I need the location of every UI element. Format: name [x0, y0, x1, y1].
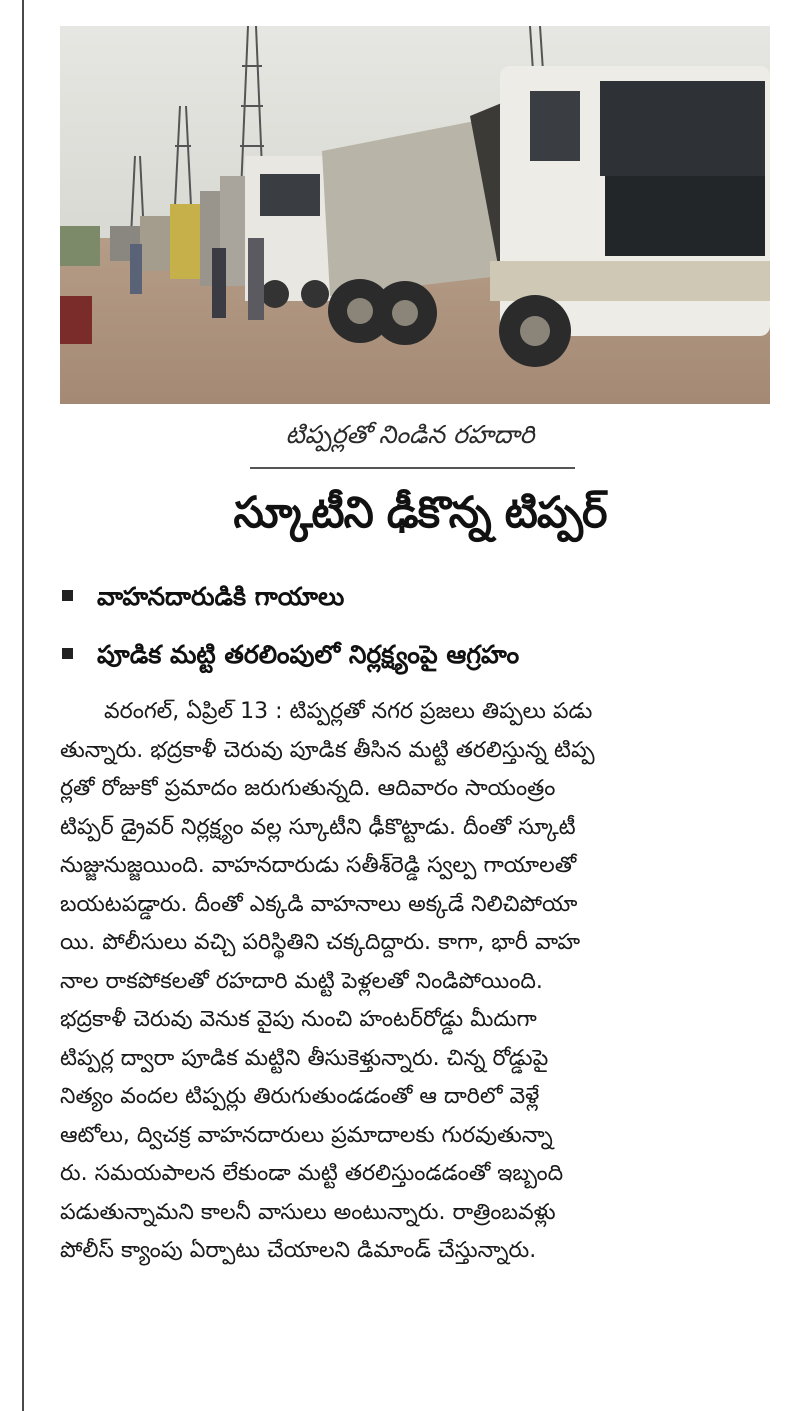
- body-line: నిత్యం వందల టిప్పర్లు తిరుగుతుండడంతో ఆ దారిలో వెళ్లే: [60, 1084, 540, 1109]
- square-bullet-icon: [62, 648, 73, 659]
- body-line: తున్నారు. భద్రకాళీ చెరువు పూడిక తీసిన మట్టి తరలిస్తున్న టిప్ప: [60, 737, 595, 763]
- body-line: భద్రకాళీ చెరువు వెనుక వైపు నుంచి హంటర్‌రోడ్డు మీదుగా: [60, 1007, 537, 1032]
- subheadline-bullet-2: [62, 640, 519, 676]
- photo-caption: టిప్పర్లతో నిండిన రహదారి: [285, 420, 535, 449]
- body-line: యి. పోలీసులు వచ్చి పరిస్థితిని చక్కదిద్దారు. కాగా, భారీ వాహ: [60, 930, 581, 955]
- body-line: ఆటోలు, ద్విచక్ర వాహనదారులు ప్రమాదాలకు గురవుతున్నా: [60, 1122, 553, 1148]
- body-line: వరంగల్, ఏప్రిల్ 13 : టిప్పర్లతో నగర ప్రజలు తిప్పలు పడు: [104, 699, 593, 724]
- body-line: బయటపడ్డారు. దీంతో ఎక్కడి వాహనాలు అక్కడే నిలిచిపోయా: [60, 891, 578, 917]
- subheadline-bullet-1: [62, 582, 344, 618]
- body-line: పోలీస్ క్యాంపు ఏర్పాటు చేయాలని డిమాండ్ చేస్తున్నారు.: [60, 1238, 537, 1263]
- body-line: రు. సమయపాలన లేకుండా మట్టి తరలిస్తుండడంతో ఇబ్బంది: [60, 1161, 564, 1186]
- news-photo: [60, 26, 770, 404]
- caption-underline: [250, 467, 575, 469]
- bullet-text: వాహనదారుడికి గాయాలు: [97, 582, 345, 611]
- body-line: ర్లతో రోజుకో ప్రమాదం జరుగుతున్నది. ఆదివారం సాయంత్రం: [60, 776, 556, 801]
- body-line: నాల రాకపోకలతో రహదారి మట్టి పెళ్లలతో నిండిపోయింది.: [60, 968, 543, 994]
- article-headline: స్కూటీని ఢీకొన్న టిప్పర్: [233, 488, 607, 538]
- trucks-on-road-photo-icon: [60, 26, 770, 404]
- square-bullet-icon: [62, 590, 73, 601]
- column-divider: [22, 0, 24, 1411]
- body-line: టిప్పర్ డ్రైవర్ నిర్లక్ష్యం వల్ల స్కూటీని ఢీకొట్టాడు. దీంతో స్కూటీ: [60, 814, 576, 840]
- body-line: నుజ్జునుజ్జయింది. వాహనదారుడు సతీశ్‌రెడ్డి స్వల్ప గాయాలతో: [60, 853, 577, 878]
- article-body: [60, 693, 774, 1271]
- body-line: టిప్పర్ల ద్వారా పూడిక మట్టిని తీసుకెళ్తున్నారు. చిన్న రోడ్డుపై: [60, 1045, 549, 1071]
- body-line: పడుతున్నామని కాలనీ వాసులు అంటున్నారు. రాత్రింబవళ్లు: [60, 1199, 556, 1225]
- bullet-text: పూడిక మట్టి తరలింపులో నిర్లక్ష్యంపై ఆగ్రహం: [97, 640, 520, 669]
